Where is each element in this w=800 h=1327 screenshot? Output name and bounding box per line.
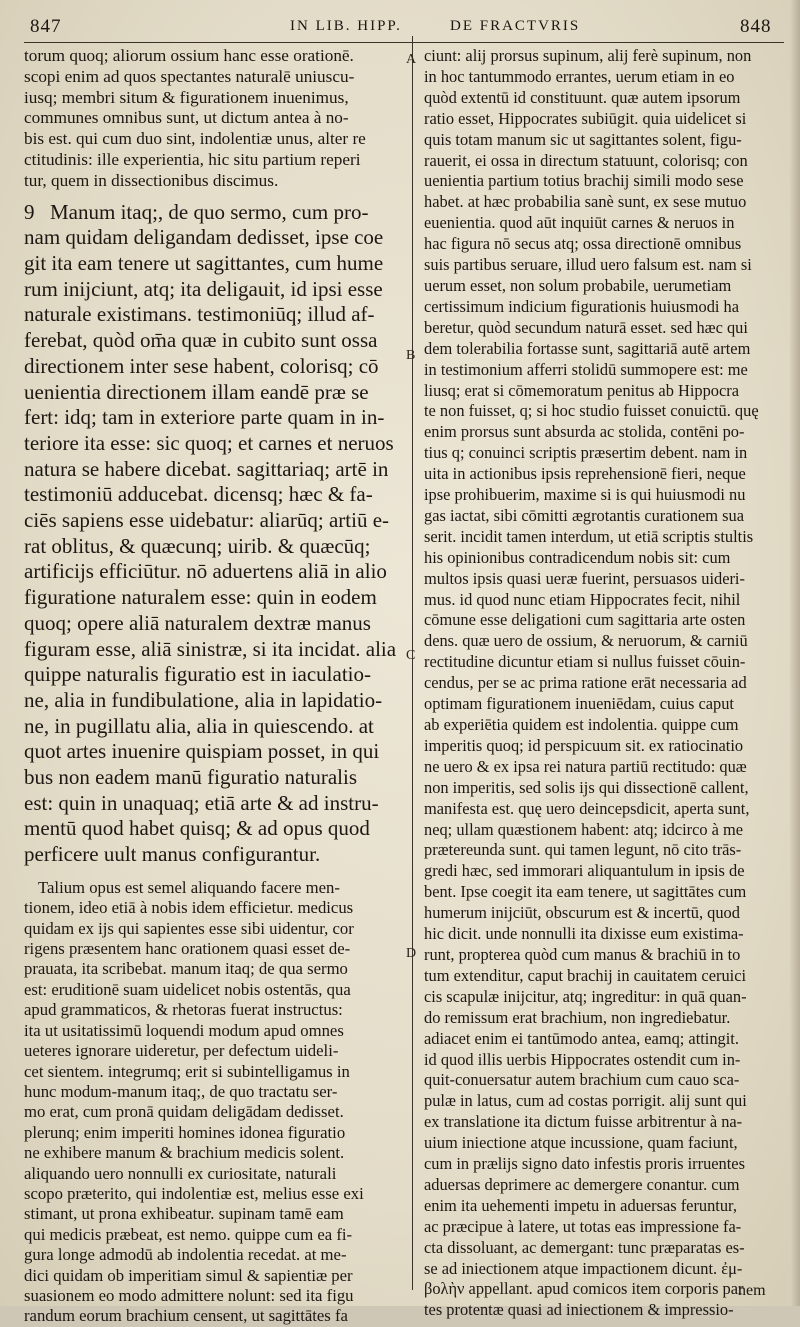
text-line: dens. quæ uero de ossium, & neruorum, & carniū xyxy=(424,631,748,651)
text-line: bis est. qui cum duo sint, indolentiæ unus, alter re xyxy=(24,129,366,149)
text-line: mus. id quod nunc etiam Hippocrates fecit, nihil xyxy=(424,589,741,609)
text-line: beretur, quòd secundum naturā esset. sed hæc qui xyxy=(424,317,748,337)
text-line: ne, in pugillatu alia, alia in quiescendo. at xyxy=(24,713,374,738)
text-line: imperitis quoq; id perspicuum sit. ex ratiocinatio xyxy=(424,735,744,755)
text-line: enim ita uehementi impetu in aduersas feruntur, xyxy=(424,1195,737,1215)
header-rule xyxy=(24,42,784,43)
text-line: tes protentæ quasi ad iniectionem & impressio- xyxy=(424,1300,734,1320)
text-line: naturale existimans. testimoniūq; illud af- xyxy=(24,302,375,327)
text-line: gas iactat, sibi cōmitti ægrotantis curationem sua xyxy=(424,505,745,525)
text-line: rum inijciunt, atq; ita deligauit, id ipsi esse xyxy=(24,276,383,301)
paragraph-3 xyxy=(24,878,402,1327)
margin-letter-c: C xyxy=(406,648,416,663)
section-marker: 9 xyxy=(24,199,35,224)
text-line: aliquando uero nonnulli ex curiositate, naturali xyxy=(24,1163,337,1183)
text-line: hunc modum-manum itaq;, de quo tractatu ser- xyxy=(24,1081,338,1101)
text-line: runt, propterea quòd cum manus & brachiū in to xyxy=(424,944,741,964)
text-line: nam quidam deligandam dedisset, ipse coe xyxy=(24,225,384,250)
folio-number-left: 847 xyxy=(30,16,62,37)
text-line: multos ipsis quasi ueræ fuerint, persuasos uideri- xyxy=(424,568,745,588)
text-line: dici quidam ob imperitiam simul & sapientiæ per xyxy=(24,1265,353,1285)
running-header xyxy=(22,16,782,42)
text-line: rat oblitus, & quæcunq; uirib. & quæcūq; xyxy=(24,533,371,558)
text-line: euenientia. quod aūt inquiūt carnes & neruos in xyxy=(424,213,735,233)
text-line: pulæ in latus, cum ad costas porrigit. alij sunt qui xyxy=(424,1091,747,1111)
text-line: bus non eadem manū figuratio naturalis xyxy=(24,765,357,790)
text-line: ne, alia in fundibulatione, alia in lapidatio- xyxy=(24,687,383,712)
text-line: βολὴν appellant. apud comicos item corporis par xyxy=(424,1279,744,1299)
text-line: uenientia partium totius brachij simili modo sese xyxy=(424,171,744,191)
right-column xyxy=(424,46,776,1321)
text-line: natura se habere dicebat. sagittariaq; artē in xyxy=(24,456,389,481)
text-line: rauerit, ei ossa in directum statuunt, colorisq; con xyxy=(424,150,748,170)
text-line: neq; ullam quæstionem habent: atq; idcirco à me xyxy=(424,819,744,839)
text-line: scopo præterito, qui indolentiæ est, melius esse exi xyxy=(24,1183,364,1203)
margin-letter-d: D xyxy=(406,946,417,961)
text-line-content: Manum itaq;, de quo sermo, cum pro- xyxy=(50,199,369,224)
text-line: tum extenditur, caput brachij in cauitatem ceruici xyxy=(424,965,747,985)
text-line: mo erat, cum pronā quidam deligādam dedisset. xyxy=(24,1102,344,1122)
text-line: quit-conuersatur autem brachium cum cauo sca- xyxy=(424,1070,740,1090)
text-line: stimant, ut prona exhibeatur. supinam tamē eam xyxy=(24,1204,344,1224)
text-line: figuratione naturalem esse: quin in eodem xyxy=(24,585,377,610)
text-line: quidam ex ijs qui sapientes esse sibi uidentur, cor xyxy=(24,918,354,938)
text-line: quòd extentū id constituunt. quæ autem ipsorum xyxy=(424,87,741,107)
margin-letter-a: A xyxy=(406,52,417,67)
text-line: non imperitis, sed solis ijs qui dissectionē callent, xyxy=(424,777,749,797)
folio-number-right: 848 xyxy=(740,16,772,37)
margin-letter-b: B xyxy=(406,348,416,363)
text-line: cendus, per se ac prima ratione erāt necessaria ad xyxy=(424,673,747,693)
text-line: prætereunda sunt. qui tamen legunt, nō cito trās- xyxy=(424,840,742,860)
text-line xyxy=(24,200,402,226)
text-line: prauata, ita scribebat. manum itaq; de qua sermo xyxy=(24,959,348,979)
text-line: hac figura nō secus atq; ossa directionē omnibus xyxy=(424,234,742,254)
page-edge xyxy=(790,0,800,1306)
text-line: rectitudine dicuntur etiam si nullus fuisset cōuin- xyxy=(424,652,746,672)
catchword: nem xyxy=(738,1282,766,1299)
paragraph-2 xyxy=(24,200,402,868)
text-line: ipse prohibuerim, maxime si is qui huiusmodi nu xyxy=(424,485,746,505)
text-line: in testimonium afferri stolidū summopere est: me xyxy=(424,359,748,379)
text-line: quot artes inuenire quispiam posset, in qui xyxy=(24,739,380,764)
text-line: gredi hæc, sed immorari aliquantulum in ipsis de xyxy=(424,861,745,881)
text-line: qui medicis præbeat, est nemo. quippe cum ea fi- xyxy=(24,1224,353,1244)
text-line: mentū quod habet quisq; & ad opus quod xyxy=(24,816,370,841)
text-line: se ad iniectionem atque impactionem dicunt. ἐμ- xyxy=(424,1258,743,1278)
text-line: enim prorsus sunt absurda ac stolida, contēni po- xyxy=(424,422,745,442)
text-line: do remissum erat brachium, non ingrediebatur. xyxy=(424,1007,731,1027)
text-line: quippe naturalis figuratio est in iaculatio- xyxy=(24,662,371,687)
text-line: tius q; conuinci scriptis præsertim debent. nam in xyxy=(424,443,748,463)
text-line: ita ut usitatissimū loquendi modum apud omnes xyxy=(24,1020,344,1040)
text-line: ferebat, quòd om̄a quæ in cubito sunt ossa xyxy=(24,328,378,353)
text-line: humerum inijciūt, obscurum est & incertū, quod xyxy=(424,903,740,923)
text-line: uerum esset, non solum probabile, uerumetiam xyxy=(424,275,732,295)
paragraph-1 xyxy=(24,46,402,192)
text-line: cum in prælijs signo dato infestis proris irruentes xyxy=(424,1154,745,1174)
text-line: Talium opus est semel aliquando facere men- xyxy=(38,877,340,897)
text-line: ne exhibere manum & brachium medicis solent. xyxy=(24,1143,345,1163)
text-line: figuram esse, aliā sinistræ, si ita incidat. alia xyxy=(24,636,397,661)
text-line: ratio esset, Hippocrates subiūgit. quia uidelicet si xyxy=(424,108,747,128)
text-line: cet sientem. integrumq; erit si subintelligamus in xyxy=(24,1061,350,1081)
text-line: uita in actionibus ipsis reprehensionē fieri, neque xyxy=(424,464,746,484)
text-line: ciēs sapiens esse uidebatur: aliarūq; artiū e- xyxy=(24,508,390,533)
text-line: git ita eam tenere ut sagittantes, cum hume xyxy=(24,250,384,275)
text-line: bent. Ipse coegit ita eam tenere, ut sagittātes cum xyxy=(424,882,747,902)
text-line: suasionem eo modo admittere nolunt: sed ita figu xyxy=(24,1285,354,1305)
text-line: fert: idq; tam in exteriore parte quam in in- xyxy=(24,405,385,430)
text-line: his opinionibus contradicendum nobis sit: cum xyxy=(424,547,731,567)
text-line: uium iniectione atque incussione, quam faciunt, xyxy=(424,1133,738,1153)
text-line: id quod illis uerbis Hippocrates ostendit cum in- xyxy=(424,1049,741,1069)
text-line: optimam figurationem inueniēdam, cuius caput xyxy=(424,694,734,714)
text-line: perficere uult manus configurantur. xyxy=(24,842,321,867)
text-line: teriore ita esse: sic quoq; et carnes et neruos xyxy=(24,430,394,455)
text-line: apud grammaticos, & rhetoras fuerat instructus: xyxy=(24,1000,343,1020)
text-line: torum quoq; aliorum ossium hanc esse orationē. xyxy=(24,46,354,65)
text-line: ac præcipue à latere, ut totas eas impressione fa- xyxy=(424,1216,742,1236)
text-line: randum eorum brachium censent, ut sagittātes fa xyxy=(24,1306,348,1326)
text-line: cis scapulæ inijcitur, atq; ingreditur: in quā quan- xyxy=(424,986,747,1006)
text-line: ex translatione ita dictum fuisse arbitrentur à na- xyxy=(424,1112,743,1132)
text-line: communes omnibus sunt, ut dictum antea à no- xyxy=(24,108,349,128)
text-line: uenientia directionem illam eandē præ se xyxy=(24,379,369,404)
text-line: ne uero & ex ipsa rei natura partiū rectitudo: quæ xyxy=(424,756,747,776)
text-line: scopi enim ad quos spectantes naturalē uniuscu- xyxy=(24,66,355,86)
text-line: suis partibus seruare, illud uero falsum est. nam si xyxy=(424,255,752,275)
text-line: liusq; erat si cōmemoratum penitus ab Hippocra xyxy=(424,380,739,400)
text-line: ciunt: alij prorsus supinum, alij ferè supinum, non xyxy=(424,46,752,65)
text-line: certissimum indicium figurationis huiusmodi ha xyxy=(424,296,740,316)
text-line: te non fuisset, q; si hoc studio fuisset conuictū. quę xyxy=(424,401,759,421)
text-line: quis totam manum sic ut sagittantes solent, figu- xyxy=(424,129,742,149)
text-line: gura longe admodū ab indolentia recedat. at me- xyxy=(24,1245,347,1265)
text-line: manifesta est. quę uero deincepsdicit, aperta sunt, xyxy=(424,798,750,818)
text-line: testimoniū adducebat. dicensq; hæc & fa- xyxy=(24,482,373,507)
text-line: dem tolerabilia fortasse sunt, sagittariā autē artem xyxy=(424,338,751,358)
text-line: est: eruditionē suam uidelicet nobis ostentās, qua xyxy=(24,979,351,999)
text-line: tionem, ideo etiā à nobis idem efficietur. medicus xyxy=(24,898,354,918)
text-line: artificijs efficiūtur. nō aduertens aliā in alio xyxy=(24,559,387,584)
text-line: habet. at hæc probabilia sanè sunt, ex sese mutuo xyxy=(424,192,747,212)
left-column xyxy=(24,46,402,1327)
text-line: tur, quem in dissectionibus discimus. xyxy=(24,170,279,190)
text-line: quoq; opere aliā naturalem dextræ manus xyxy=(24,610,371,635)
text-line: adiacet enim ei tantūmodo antea, eamq; attingit. xyxy=(424,1028,739,1048)
text-line: est: quin in unaquaq; etiā arte & ad instru- xyxy=(24,790,379,815)
text-line: cōmune esse deligationi cum sagittaria arte osten xyxy=(424,610,746,630)
text-line: hic dicit. unde nonnulli ita dixisse eum existima- xyxy=(424,924,744,944)
text-line: serit. incidit tamen interdum, ut etiā scriptis stultis xyxy=(424,526,754,546)
text-line: ab experiētia quidem est indolentia. quippe cum xyxy=(424,715,739,734)
text-line: directionem inter sese habent, colorisq; cō xyxy=(24,353,379,378)
text-line: ueteres ignorare uideretur, per defectum uideli- xyxy=(24,1041,339,1061)
text-line: rigens præsentem hanc orationem quasi esset de- xyxy=(24,939,351,959)
running-title-right: DE FRACTVRIS xyxy=(450,18,581,34)
text-line: ctitudinis: ille experientia, hic situ partium reperi xyxy=(24,149,361,169)
running-title-left: IN LIB. HIPP. xyxy=(290,18,402,34)
text-line: aduersas deprimere ac demergere conantur. cum xyxy=(424,1174,740,1194)
text-line: in hoc tantummodo errantes, uerum etiam in eo xyxy=(424,66,735,86)
text-line: cta dissoluant, ac demergant: tunc præparatas es- xyxy=(424,1237,745,1257)
text-line: iusq; membri situm & figurationem inuenimus, xyxy=(24,87,349,107)
text-line: plerunq; enim imperiti homines idonea figuratio xyxy=(24,1122,346,1142)
